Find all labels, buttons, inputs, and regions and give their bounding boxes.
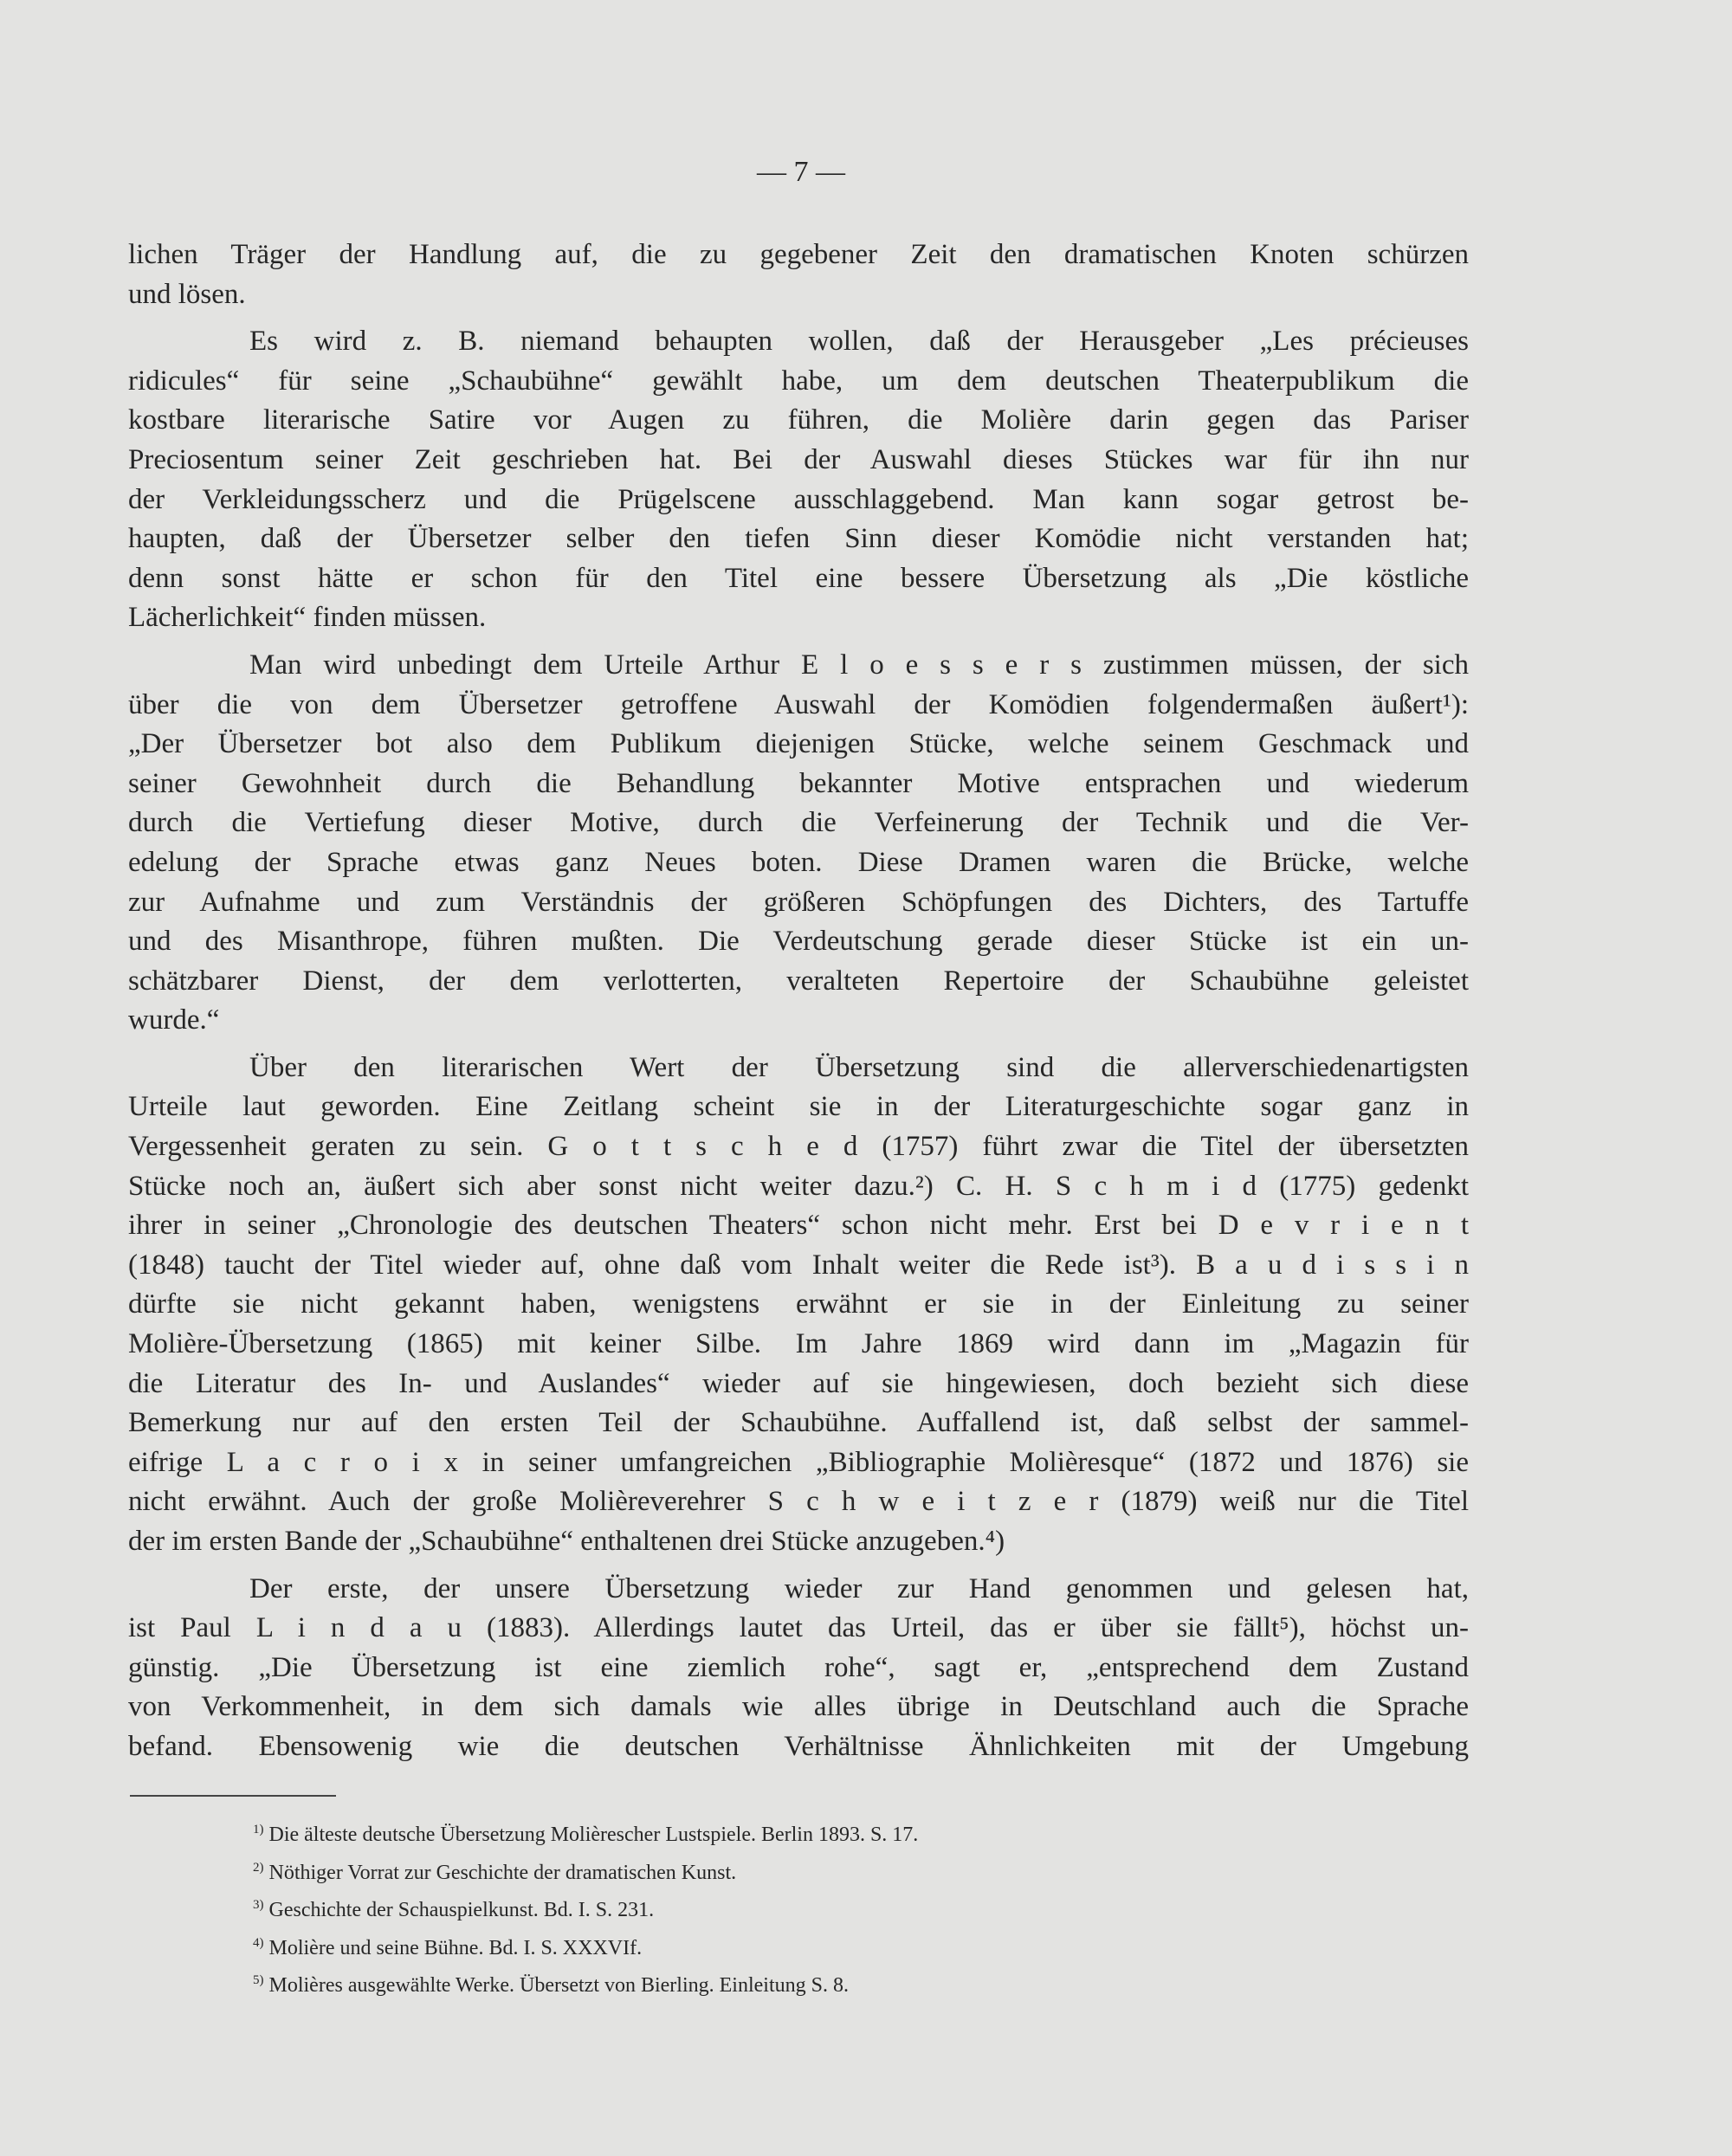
footnote-mark: 5): [253, 1973, 264, 1987]
text-line: günstig. „Die Übersetzung ist eine ziemlich rohe“, sagt er, „entsprechend dem Zustand: [128, 1651, 1469, 1683]
footnotes: [253, 1814, 918, 2003]
text-line: die Literatur des In- und Auslandes“ wieder auf sie hingewiesen, doch bezieht sich diese: [128, 1367, 1469, 1399]
text-line: haupten, daß der Übersetzer selber den tiefen Sinn dieser Komödie nicht verstanden hat;: [128, 523, 1469, 555]
text-line: ihrer in seiner „Chronologie des deutschen Theaters“ schon nicht mehr. Erst bei D e v r i e n t: [128, 1210, 1469, 1242]
text-line: Preciosentum seiner Zeit geschrieben hat. Bei der Auswahl dieses Stückes war für ihn nur: [128, 443, 1469, 475]
text-line: ist Paul L i n d a u (1883). Allerdings lautet das Urteil, das er über sie fällt⁵), höchst un-: [128, 1612, 1469, 1644]
footnote-text: Die älteste deutsche Übersetzung Molièrescher Lustspiele. Berlin 1893. S. 17.: [268, 1824, 919, 1846]
footnote-divider: [130, 1795, 336, 1797]
footnote-mark: 4): [253, 1935, 264, 1950]
footnote-text: Nöthiger Vorrat zur Geschichte der dramatischen Kunst.: [268, 1861, 737, 1884]
text-line: eifrige L a c r o i x in seiner umfangreichen „Bibliographie Molièresque“ (1872 und 1876) sie: [128, 1446, 1469, 1478]
footnote: [253, 1889, 918, 1927]
text-line: der Verkleidungsscherz und die Prügelscene ausschlaggebend. Man kann sogar getrost be-: [128, 483, 1469, 515]
text-line: Lächerlichkeit“ finden müssen.: [128, 602, 487, 634]
page-number: — 7 —: [757, 156, 845, 188]
footnote: [253, 1927, 918, 1966]
paragraph: [128, 322, 1469, 638]
text-line: kostbare literarische Satire vor Augen zu führen, die Molière darin gegen das Pariser: [128, 404, 1469, 436]
text-line: denn sonst hätte er schon für den Titel eine bessere Übersetzung als „Die köstliche: [128, 562, 1469, 594]
text-line: schätzbarer Dienst, der dem verlotterten, veralteten Repertoire der Schaubühne geleistet: [128, 965, 1469, 997]
footnote-text: Molière und seine Bühne. Bd. I. S. XXXVIf.: [268, 1936, 643, 1959]
paragraph: [128, 1570, 1469, 1767]
text-line: zur Aufnahme und zum Verständnis der größeren Schöpfungen des Dichters, des Tartuffe: [128, 886, 1469, 918]
footnote: [253, 1852, 918, 1890]
text-line: Es wird z. B. niemand behaupten wollen, daß der Herausgeber „Les précieuses: [249, 326, 1469, 358]
text-line: der im ersten Bande der „Schaubühne“ enthaltenen drei Stücke anzugeben.⁴): [128, 1526, 1005, 1557]
text-line: durch die Vertiefung dieser Motive, durch die Verfeinerung der Technik und die Ver-: [128, 807, 1469, 839]
text-line: Vergessenheit geraten zu sein. G o t t s c h e d (1757) führt zwar die Titel der übersetzten: [128, 1131, 1469, 1163]
text-line: Der erste, der unsere Übersetzung wieder zur Hand genommen und gelesen hat,: [249, 1572, 1469, 1604]
text-line: über die von dem Übersetzer getroffene Auswahl der Komödien folgendermaßen äußert¹):: [128, 688, 1469, 720]
text-line: seiner Gewohnheit durch die Behandlung bekannter Motive entsprachen und wiederum: [128, 767, 1469, 799]
text-line: Bemerkung nur auf den ersten Teil der Schaubühne. Auffallend ist, daß selbst der sammel-: [128, 1407, 1469, 1439]
footnote: [253, 1814, 918, 1852]
footnote-text: Molières ausgewählte Werke. Übersetzt von Bierling. Einleitung S. 8.: [268, 1974, 849, 1997]
text-line: lichen Träger der Handlung auf, die zu gegebener Zeit den dramatischen Knoten schürzen: [128, 239, 1469, 270]
footnote-mark: 1): [253, 1823, 264, 1836]
text-line: edelung der Sprache etwas ganz Neues boten. Diese Dramen waren die Brücke, welche: [128, 846, 1469, 878]
text-line: Über den literarischen Wert der Übersetzung sind die allerverschiedenartigsten: [249, 1051, 1469, 1083]
paragraph: [128, 236, 1469, 314]
text-line: Man wird unbedingt dem Urteile Arthur E l o e s s e r s zustimmen müssen, der sich: [249, 649, 1469, 681]
footnote-mark: 2): [253, 1860, 264, 1875]
paragraph: [128, 646, 1469, 1041]
paragraph: [128, 1049, 1469, 1562]
text-line: und des Misanthrope, führen mußten. Die Verdeutschung gerade dieser Stücke ist ein un-: [128, 926, 1469, 958]
text-line: ridicules“ für seine „Schaubühne“ gewählt habe, um dem deutschen Theaterpublikum die: [128, 365, 1469, 397]
text-line: „Der Übersetzer bot also dem Publikum diejenigen Stücke, welche seinem Geschmack und: [128, 728, 1469, 760]
footnote-text: Geschichte der Schauspielkunst. Bd. I. S. 231.: [268, 1899, 655, 1921]
text-line: nicht erwähnt. Auch der große Molièreverehrer S c h w e i t z e r (1879) weiß nur die Titel: [128, 1486, 1469, 1518]
footnote-mark: 3): [253, 1898, 264, 1912]
text-line: Stücke noch an, äußert sich aber sonst nicht weiter dazu.²) C. H. S c h m i d (1775) gedenkt: [128, 1170, 1469, 1202]
body-text: [128, 236, 1469, 1767]
text-line: (1848) taucht der Titel wieder auf, ohne daß vom Inhalt weiter die Rede ist³). B a u d i s s i n: [128, 1249, 1469, 1281]
text-line: Urteile laut geworden. Eine Zeitlang scheint sie in der Literaturgeschichte sogar ganz in: [128, 1091, 1469, 1123]
text-line: wurde.“: [128, 1004, 220, 1036]
footnote: [253, 1965, 918, 2003]
text-line: Molière-Übersetzung (1865) mit keiner Silbe. Im Jahre 1869 wird dann im „Magazin für: [128, 1328, 1469, 1360]
text-line: und lösen.: [128, 278, 246, 310]
text-line: von Verkommenheit, in dem sich damals wie alles übrige in Deutschland auch die Sprache: [128, 1691, 1469, 1723]
text-line: dürfte sie nicht gekannt haben, wenigstens erwähnt er sie in der Einleitung zu seiner: [128, 1288, 1469, 1320]
text-line: befand. Ebensowenig wie die deutschen Verhältnisse Ähnlichkeiten mit der Umgebung: [128, 1730, 1469, 1762]
